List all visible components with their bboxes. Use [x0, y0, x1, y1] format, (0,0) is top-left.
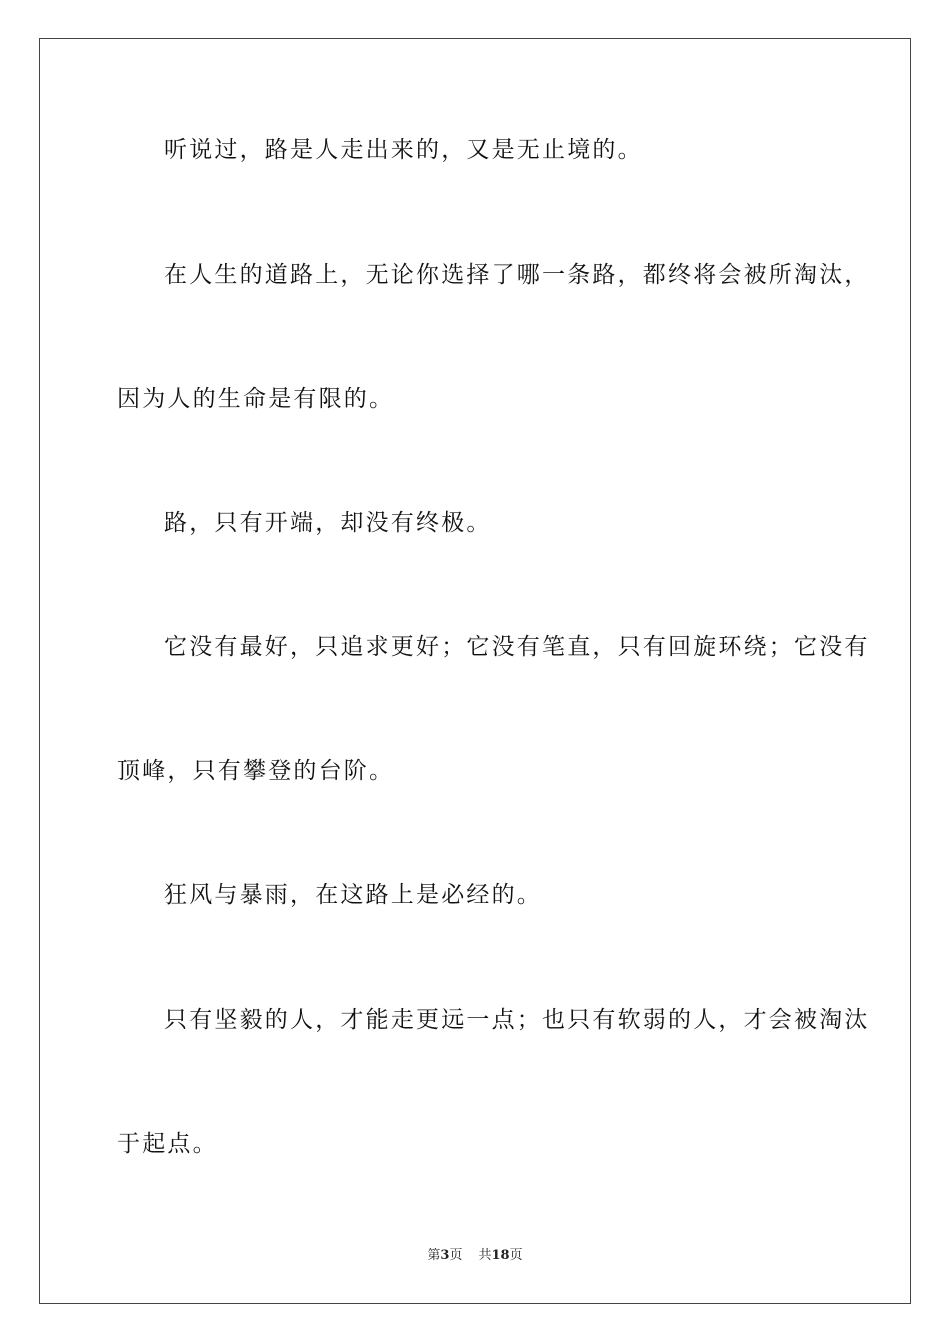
total-suffix: 页: [509, 1248, 523, 1263]
paragraph-4-line-2: 顶峰，只有攀登的台阶。: [117, 758, 395, 784]
paragraph-4-line-1: 它没有最好，只追求更好；它没有笔直，只有回旋环绕；它没有: [164, 634, 870, 660]
page-border: [39, 38, 911, 1304]
page-number: 3: [440, 1248, 450, 1263]
paragraph-5-line-1: 狂风与暴雨，在这路上是必经的。: [164, 882, 542, 908]
page-prefix: 第: [427, 1248, 441, 1263]
page-footer: [0, 1247, 950, 1265]
paragraph-1-line-1: 听说过，路是人走出来的，又是无止境的。: [164, 137, 643, 163]
paragraph-3-line-1: 路，只有开端，却没有终极。: [164, 510, 492, 536]
paragraph-2-line-2: 因为人的生命是有限的。: [117, 386, 395, 412]
paragraph-6-line-2: 于起点。: [117, 1131, 218, 1157]
page-suffix: 页: [449, 1248, 463, 1263]
paragraph-2-line-1: 在人生的道路上，无论你选择了哪一条路，都终将会被所淘汰，: [164, 262, 870, 288]
total-pages: 18: [491, 1248, 510, 1263]
total-prefix: 共: [478, 1248, 492, 1263]
paragraph-6-line-1: 只有坚毅的人，才能走更远一点；也只有软弱的人，才会被淘汰: [164, 1007, 870, 1033]
